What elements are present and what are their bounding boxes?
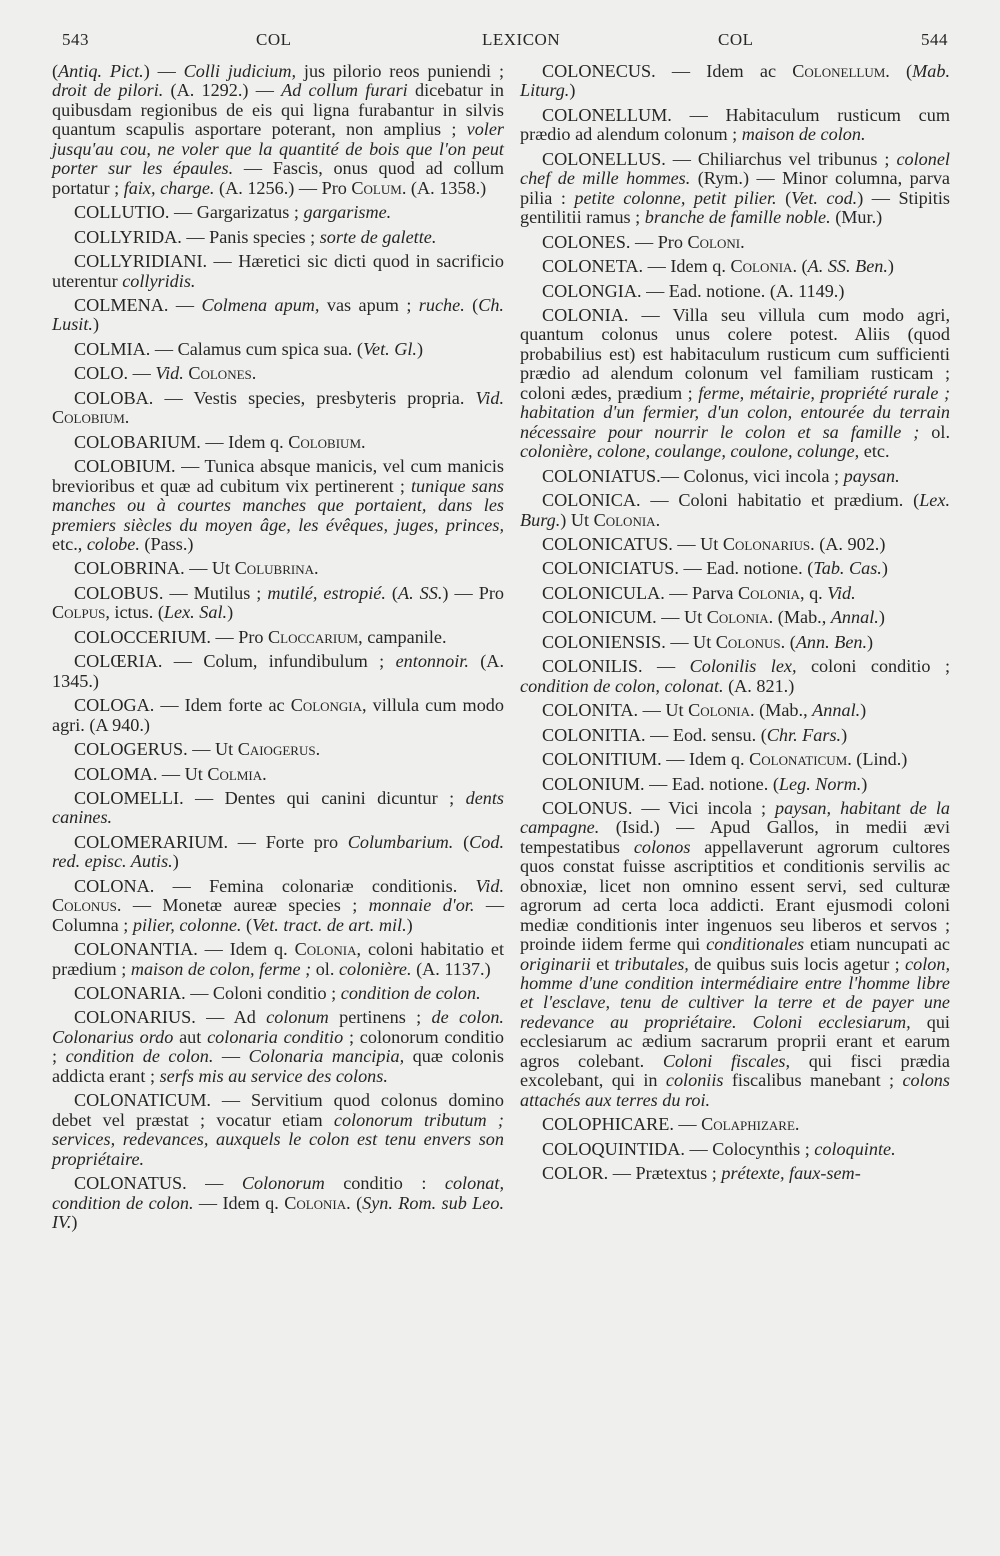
dictionary-entry: COLONANTIA. — Idem q. Colonia, coloni habitatio et prædium ; maison de colon, ferme ; ol. colonière. (A. 1137.) <box>52 939 504 979</box>
dictionary-entry: COLONELLUM. — Habitaculum rusticum cum prædio ad alendum colonum ; maison de colon. <box>520 104 950 145</box>
dictionary-entry: COLONICA. — Coloni habitatio et prædium. (Lex. Burg.) Ut Colonia. <box>520 490 950 530</box>
dictionary-entry: COLONIA. — Villa seu villula cum modo agri, quantum colonus unus colere potest. Aliis (quod probabilius est) est habitaculum rusticum cum sufficienti prædio ad alendum colonum vel familiam rusticam ; coloni ædes, prædium ; ferme, métairie, propriété rurale ; habitation d'un fermier, d'un colon, entourée du terrain nécessaire pour nourrir le colon et sa famille ; ol. colonière, colone, coulange, coulone, colunge, etc. <box>520 304 951 462</box>
dictionary-entry: COLOGERUS. — Ut Caiogerus. <box>74 739 321 760</box>
dictionary-entry: (Antiq. Pict.) — Colli judicium, jus pilorio reos puniendi ; droit de pilori. (A. 1292.) — Ad collum furari dicebatur in quibusdam regionibus de eis qui ligna furabantur in silvis quantum scapulis asportare poterant, non amplius ; voler jusqu'au cou, ne voler que la quantité de bois que l'on peut porter sur les épaules. — Fascis, onus quod ad collum portatur ; faix, charge. (A. 1256.) — Pro Colum. (A. 1358.) <box>52 61 505 198</box>
dictionary-entry: COLLYRIDA. — Panis species ; sorte de galette. <box>74 226 437 247</box>
dictionary-entry: COLMIA. — Calamus cum spica sua. (Vet. Gl.) <box>74 338 424 359</box>
dictionary-entry: COLOQUINTIDA. — Colocynthis ; coloquinte. <box>542 1138 896 1159</box>
dictionary-entry: COLOMELLI. — Dentes qui canini dicuntur ; dents canines. <box>52 787 504 828</box>
dictionary-entry: COLONECUS. — Idem ac Colonellum. (Mab. Liturg.) <box>520 61 950 101</box>
page-number-left: 543 <box>62 30 89 49</box>
dictionary-entry: COLONITIA. — Eod. sensu. (Chr. Fars.) <box>542 724 848 745</box>
dictionary-entry: COLONIUM. — Ead. notione. (Leg. Norm.) <box>542 773 868 794</box>
dictionary-entry: COLONATUS. — Colonorum conditio : colonat, condition de colon. — Idem q. Colonia. (Syn. Rom. sub Leo. IV.) <box>52 1173 504 1233</box>
dictionary-entry: COLONA. — Femina colonariæ conditionis. Vid. Colonus. — Monetæ aureæ species ; monnaie d'or. — Columna ; pilier, colonne. (Vet. tract. de art. mil.) <box>52 875 505 935</box>
dictionary-entry: COLOCCERIUM. — Pro Cloccarium, campanile. <box>74 626 447 647</box>
dictionary-entry: COLONELLUS. — Chiliarchus vel tribunus ; colonel chef de mille hommes. (Rym.) — Minor columna, parva pilia : petite colonne, petit pilier. (Vet. cod.) — Stipitis gentilitii ramus ; branche de famille noble. (Mur.) <box>520 148 950 228</box>
dictionary-entry: COLONICUM. — Ut Colonia. (Mab., Annal.) <box>542 607 885 628</box>
dictionary-entry: COLONICATUS. — Ut Colonarius. (A. 902.) <box>542 533 886 554</box>
dictionary-entry: COLONATICUM. — Servitium quod colonus domino debet vel præstat ; vocatur etiam colonorum tributum ; services, redevances, auxquels le colon est tenu envers son propriétaire. <box>52 1090 504 1169</box>
dictionary-entry: COLOMA. — Ut Colmia. <box>74 763 267 784</box>
dictionary-entry: COLOR. — Prætextus ; prétexte, faux-sem- <box>542 1163 861 1184</box>
dictionary-entry: COLONUS. — Vici incola ; paysan, habitant de la campagne. (Isid.) — Apud Gallos, in medii ævi tempestatibus colonos appellaverunt agrorum cultores quos constat fuisse ascriptitios et conditionis servilis ac obnoxiæ, licet non omnino essent servi, sed culturæ agrorum ad certa loca addicti. Erant ejusmodi coloni mediæ conditionis inter ingenuos seu liberos et servos ; proinde iidem ferme qui conditionales etiam nuncupati ac originarii et tributales, de quibus suis locis agetur ; colon, homme d'une condition intermédiaire entre l'homme libre et l'esclave, tenu de cultiver la terre et de payer une redevance au propriétaire. Coloni ecclesiarum, qui ecclesiarum ac ædium sacrarum proprii erant et earum agros colebant. Coloni fiscales, qui fisci prædia excolebant, qui in coloniis fiscalibus manebant ; colons attachés aux terres du roi. <box>520 797 951 1110</box>
running-header <box>62 30 948 54</box>
right-column <box>520 62 950 1189</box>
dictionary-entry: COLMENA. — Colmena apum, vas apum ; ruche. (Ch. Lusit.) <box>52 294 504 335</box>
dictionary-entry: COLONITIUM. — Idem q. Colonaticum. (Lind.) <box>542 749 908 770</box>
dictionary-entry: COLLYRIDIANI. — Hæretici sic dicti quod in sacrificio uterentur collyridis. <box>52 251 504 291</box>
dictionary-entry: COLOMERARIUM. — Forte pro Columbarium. (Cod. red. episc. Autis.) <box>52 831 504 872</box>
dictionary-entry: COLONIATUS.— Colonus, vici incola ; paysan. <box>542 465 900 486</box>
dictionary-entry: COLONILIS. — Colonilis lex, coloni conditio ; condition de colon, colonat. (A. 821.) <box>520 656 951 696</box>
dictionary-entry: COLONICIATUS. — Ead. notione. (Tab. Cas.) <box>542 558 888 579</box>
dictionary-entry: COLOBUS. — Mutilus ; mutilé, estropié. (A. SS.) — Pro Colpus, ictus. (Lex. Sal.) <box>52 582 504 623</box>
dictionary-entry: COLONICULA. — Parva Colonia, q. Vid. <box>542 582 856 603</box>
dictionary-entry: COLOBARIUM. — Idem q. Colobium. <box>74 431 366 452</box>
dictionary-entry: COLOBIUM. — Tunica absque manicis, vel cum manicis brevioribus et quæ ad cubitum vix pertinerent ; tunique sans manches ou à courtes manches que portaient, dans les premiers siècles du moyen âge, les évêques, juges, princes, etc., colobe. (Pass.) <box>52 456 504 554</box>
dictionary-entry: COLOBA. — Vestis species, presbyteris propria. Vid. Colobium. <box>52 387 504 428</box>
guide-word-right: COL <box>718 30 754 49</box>
dictionary-entry: COLŒRIA. — Colum, infundibulum ; entonnoir. (A. 1345.) <box>52 651 504 691</box>
dictionary-entry: COLONETA. — Idem q. Colonia. (A. SS. Ben.) <box>542 256 894 277</box>
dictionary-entry: COLO. — Vid. Colones. <box>74 363 257 384</box>
dictionary-entry: COLONES. — Pro Coloni. <box>542 231 745 252</box>
dictionary-entry: COLONGIA. — Ead. notione. (A. 1149.) <box>542 280 845 301</box>
dictionary-entry: COLLUTIO. — Gargarizatus ; gargarisme. <box>74 202 392 223</box>
dictionary-entry: COLONIENSIS. — Ut Colonus. (Ann. Ben.) <box>542 631 874 652</box>
dictionary-entry: COLOGA. — Idem forte ac Colongia, villula cum modo agri. (A 940.) <box>52 695 504 735</box>
dictionary-entry: COLONARIA. — Coloni conditio ; condition de colon. <box>74 983 481 1004</box>
dictionary-entry: COLONITA. — Ut Colonia. (Mab., Annal.) <box>542 700 867 721</box>
page-number-right: 544 <box>921 30 948 49</box>
guide-word-left: COL <box>256 30 292 49</box>
dictionary-entry: COLONARIUS. — Ad colonum pertinens ; de colon. Colonarius ordo aut colonaria conditio ; colonorum conditio ; condition de colon. — Colonaria mancipia, quæ colonis addicta erant ; serfs mis au service des colons. <box>52 1007 505 1086</box>
dictionary-entry: COLOBRINA. — Ut Colubrina. <box>74 558 319 579</box>
left-column <box>52 62 504 1237</box>
dictionary-entry: COLOPHICARE. — Colaphizare. <box>542 1114 800 1135</box>
running-title: LEXICON <box>482 30 561 49</box>
